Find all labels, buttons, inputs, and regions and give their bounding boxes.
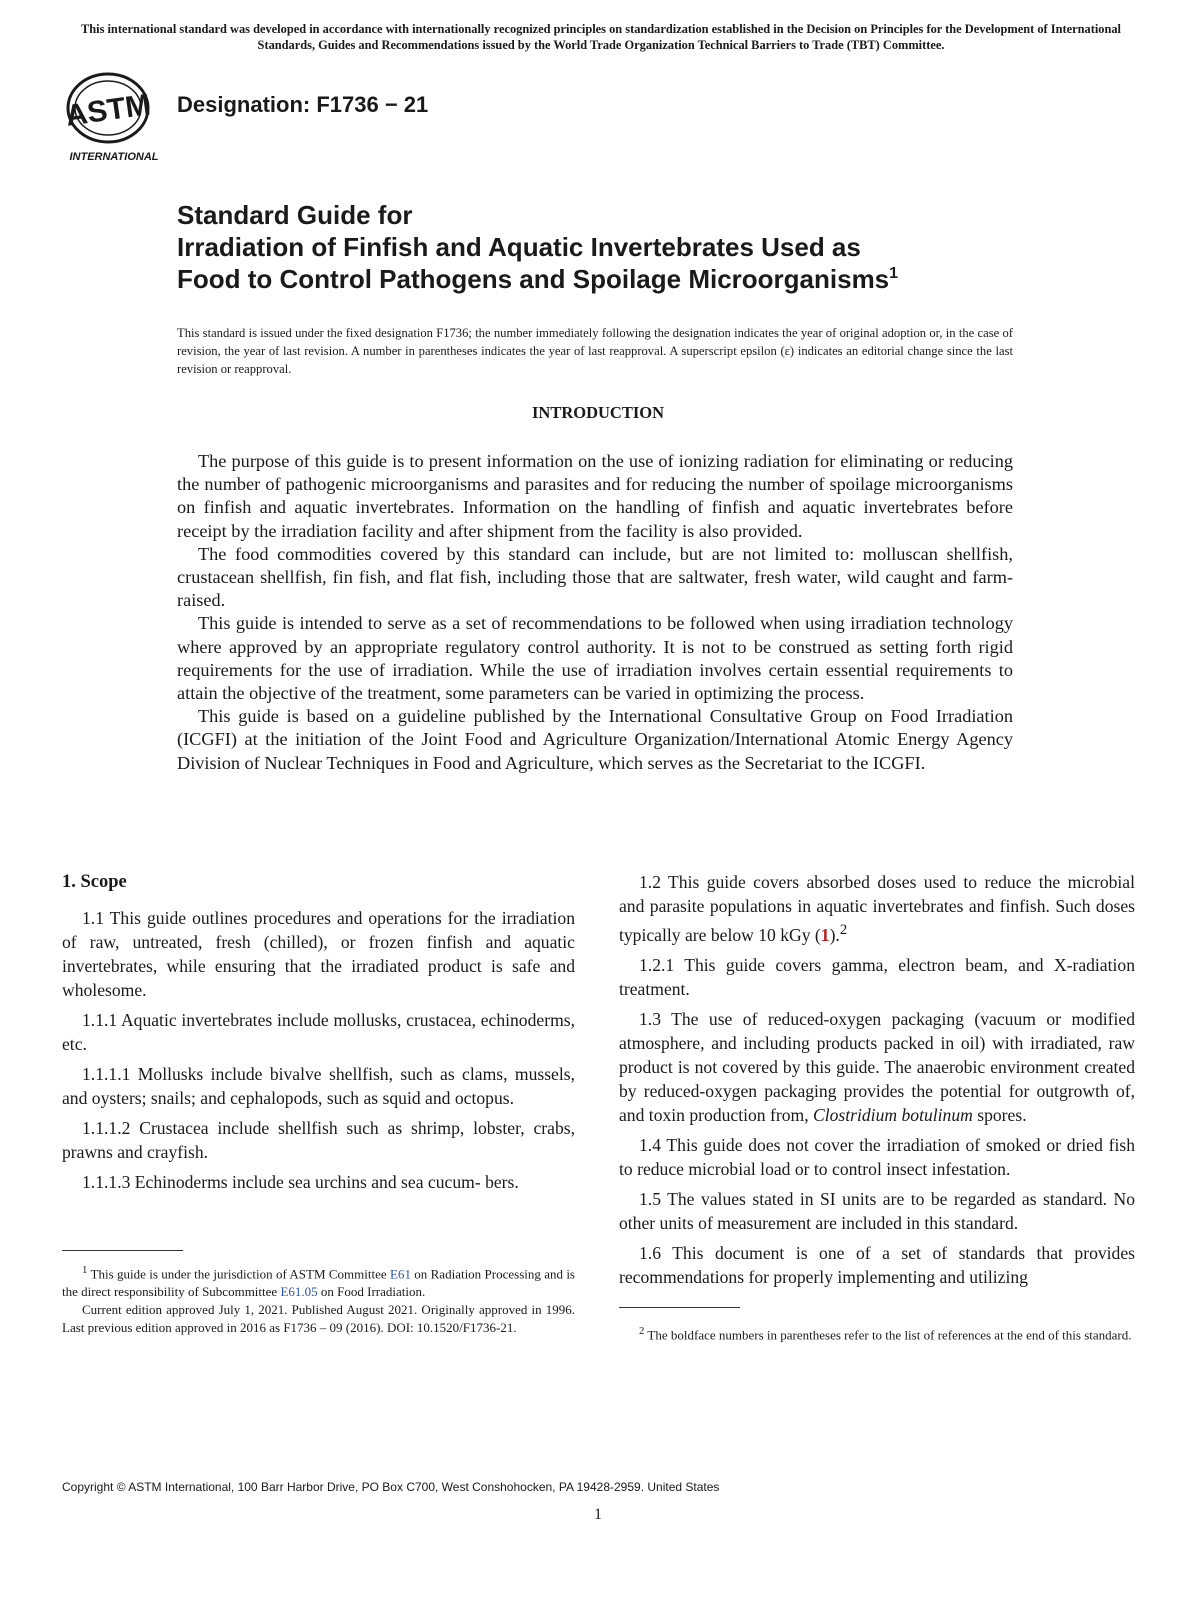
document-title: [177, 199, 1077, 295]
intro-paragraph: The purpose of this guide is to present information on the use of ionizing radiation for eliminating or reducing the number of pathogenic microorganisms and parasites and for reducing the number of spoilage microorganisms on finfish and aquatic invertebrates. Information on the handling of finfish and aquatic invertebrates before receipt by the irradiation facility and after shipment from the facility is also provided.: [177, 451, 1013, 541]
issuance-note: This standard is issued under the fixed designation F1736; the number immediately following the designation indicates the year of original adoption or, in the case of revision, the year of last revision. A number in parentheses indicates the year of last reapproval. A superscript epsilon (ε) indicates an editorial change since the last revision or reapproval.: [177, 326, 1013, 376]
title-line-2: Irradiation of Finfish and Aquatic Invertebrates Used as: [177, 232, 861, 262]
section-1-1-1: 1.1.1 Aquatic invertebrates include mollusks, crustacea, echinoderms, etc.: [62, 1010, 575, 1054]
footnote-1-mark: 1: [82, 1264, 88, 1276]
page-number: 1: [594, 1506, 602, 1523]
edition-note: Current edition approved July 1, 2021. Published August 2021. Originally approved in 1996. Last previous edition approved in 2016 as F1736 – 09 (2016). DOI: 10.1520/F1736-21.: [62, 1302, 575, 1336]
section-1-1-1-1: 1.1.1.1 Mollusks include bivalve shellfish, such as clams, mussels, and oysters; snails; and cephalopods, such as squid and octopus.: [62, 1064, 575, 1108]
intro-paragraph: The food commodities covered by this standard can include, but are not limited to: molluscan shellfish, crustacean shellfish, fin fish, and flat fish, including those that are saltwater, fresh water, wild caught and farm-raised.: [177, 543, 1013, 611]
subcommittee-e61-05-link[interactable]: E61.05: [280, 1284, 318, 1300]
section-1-1-1-2: 1.1.1.2 Crustacea include shellfish such as shrimp, lobster, crabs, prawns and crayfish.: [62, 1118, 575, 1162]
wto-notice: This international standard was developed in accordance with internationally recognized principles on standardization established in the Decision on Principles for the Development of International Standards, Guides and Recommendations issued by the World Trade Organization Technical Barriers to Trade (TBT) Committee.: [80, 22, 1122, 52]
section-1-6: 1.6 This document is one of a set of standards that provides recommendations for properly implementing and utilizing: [619, 1242, 1135, 1287]
astm-logo-subtext: INTERNATIONAL: [69, 151, 159, 163]
section-1-2: 1.2 This guide covers absorbed doses used to reduce the microbial and parasite populations in aquatic invertebrates and finfish. Such doses typically are below 10 kGy (1).$^2$: [619, 872, 1135, 945]
footnote-divider: [619, 1307, 740, 1308]
scope-heading: 1. Scope: [62, 872, 127, 892]
introduction-heading: INTRODUCTION: [531, 403, 665, 422]
designation: Designation: F1736 − 21: [177, 92, 429, 117]
title-footnote-mark: 1: [889, 265, 899, 282]
footnote-2-ref: 2: [839, 922, 848, 938]
section-1-2-1: 1.2.1 This guide covers gamma, electron beam, and X-radiation treatment.: [619, 954, 1135, 999]
intro-paragraph: This guide is intended to serve as a set of recommendations to be followed when using irradiation technology where approved by an appropriate regulatory control authority. It is not to be construed as setting forth rigid requirements for the use of irradiation. While the use of irradiation involves certain essential requirements to attain the objective of the treatment, some parameters can be varied in optimizing the process.: [177, 613, 1013, 704]
right-column: [619, 870, 1135, 1344]
section-1-4: 1.4 This guide does not cover the irradiation of smoked or dried fish to reduce microbial load or to control insect infestation.: [619, 1134, 1135, 1179]
title-line-3: Food to Control Pathogens and Spoilage Microorganisms$^1$: [177, 264, 899, 294]
section-1-3: 1.3 The use of reduced-oxygen packaging (vacuum or modified atmosphere, and including products packed in oil) with irradiated, raw product is not covered by this guide. The anaerobic environment created by reduced-oxygen packaging provides the potential for outgrowth of, and toxin production from, Clostridium botulinum spores.: [619, 1008, 1135, 1125]
reference-link[interactable]: 1: [820, 924, 830, 945]
footnote-2-mark: 2: [639, 1324, 645, 1337]
section-1-1: 1.1 This guide outlines procedures and operations for the irradiation of raw, untreated, fresh (chilled), or frozen finfish and aquatic invertebrates, while ensuring that the irradiated product is safe and wholesome.: [62, 908, 575, 1000]
footnote-divider: [62, 1250, 183, 1251]
committee-e61-link[interactable]: E61: [390, 1266, 411, 1282]
copyright-line: Copyright © ASTM International, 100 Barr Harbor Drive, PO Box C700, West Conshohocken, PA 19428-2959. United States: [62, 1480, 720, 1494]
section-1-5: 1.5 The values stated in SI units are to be regarded as standard. No other units of measurement are included in this standard.: [619, 1188, 1135, 1233]
title-line-1: Standard Guide for: [177, 200, 413, 230]
astm-logo-text: ASTM: [63, 88, 153, 133]
introduction-body: [177, 450, 1013, 775]
left-column: [62, 870, 575, 1337]
footnote-2: $^2$ The boldface numbers in parentheses refer to the list of references at the end of this standard.: [639, 1324, 1132, 1343]
astm-logo: [62, 70, 170, 166]
section-1-1-1-3: 1.1.1.3 Echinoderms include sea urchins and sea cucum- bers.: [82, 1172, 519, 1192]
footnote-1: $^1$ This guide is under the jurisdiction of ASTM Committee E61 on Radiation Processing and is the direct responsibility of Subcommittee E61.05 on Food Irradiation. Current edition approved July 1, 2021. Published August 2021. Originally approved in 1996. Last previous edition approved in 2016 as F1736 – 09 (2016). DOI: 10.1520/F1736-21.: [62, 1264, 575, 1336]
species-name: Clostridium botulinum: [813, 1104, 973, 1125]
intro-paragraph: This guide is based on a guideline published by the International Consultative Group on Food Irradiation (ICGFI) at the initiation of the Joint Food and Agriculture Organization/International Atomic Energy Agency Division of Nuclear Techniques in Food and Agriculture, which serves as the Secretariat to the ICGFI.: [177, 706, 1013, 773]
